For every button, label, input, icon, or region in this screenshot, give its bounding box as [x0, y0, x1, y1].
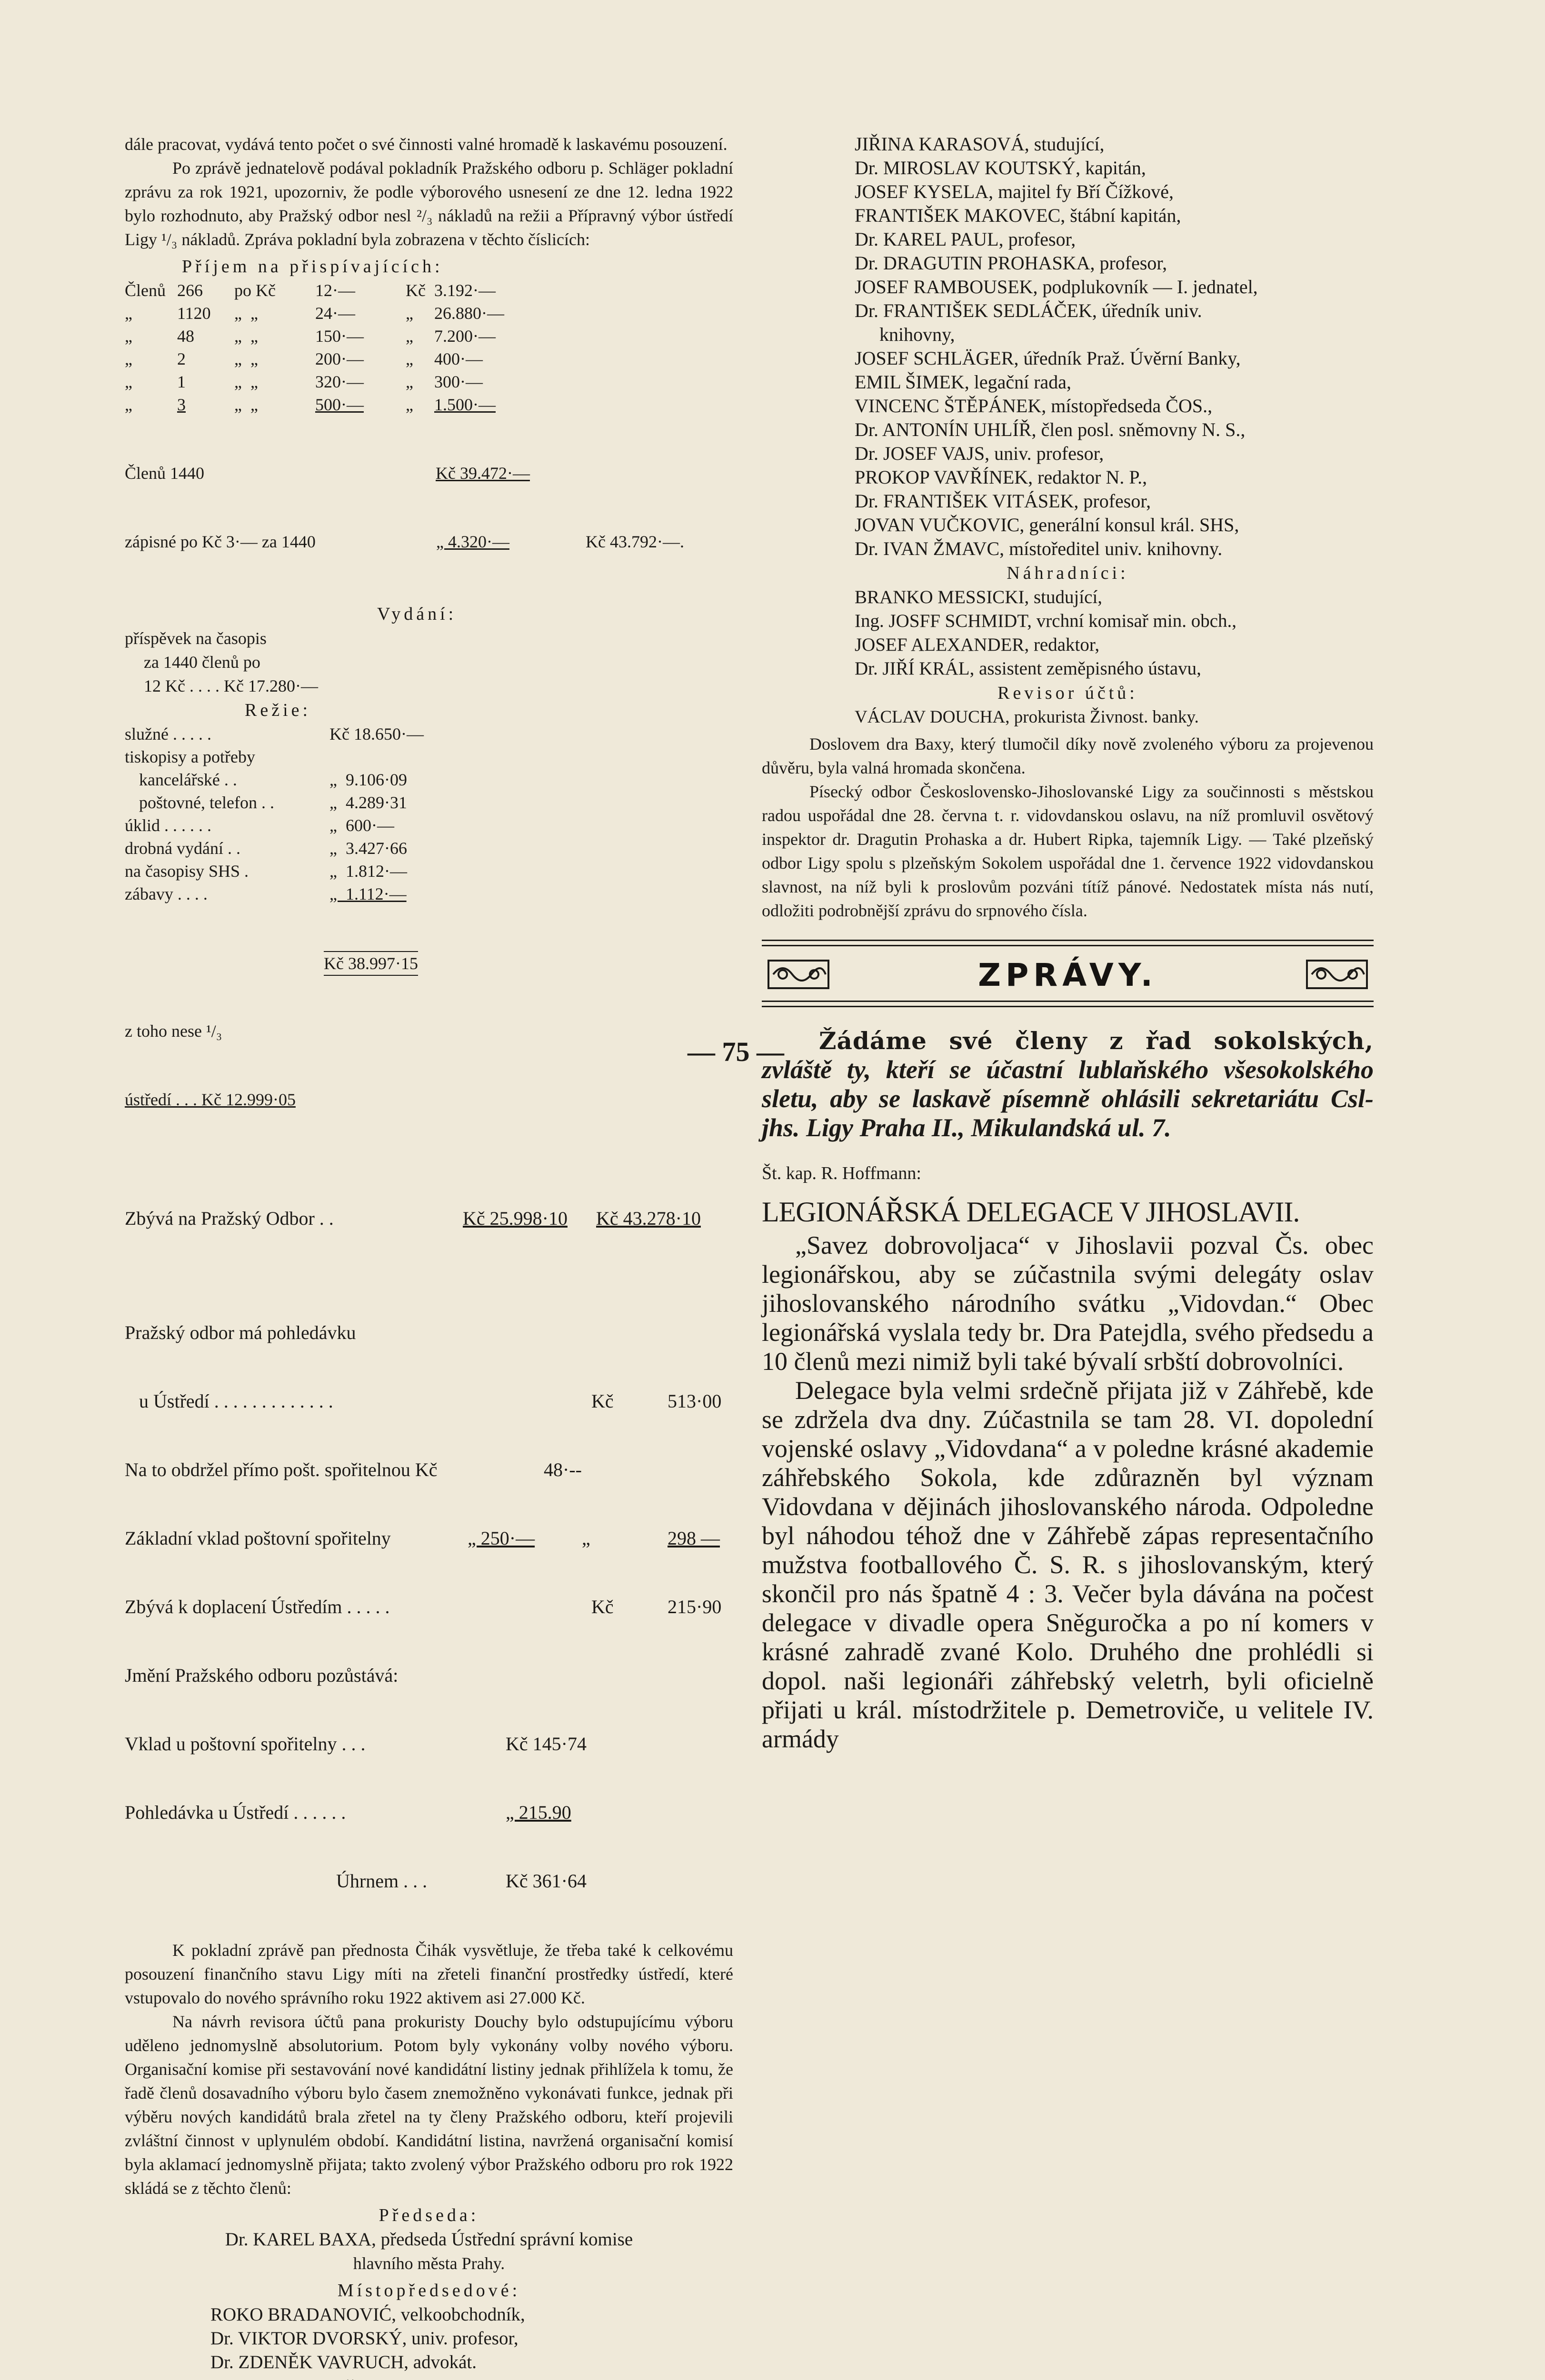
left-column	[125, 132, 733, 2380]
revisor-name: VÁCLAV DOUCHA, prokurista Živnost. banky.	[855, 707, 1199, 727]
page-number: — 75 —	[688, 1036, 784, 1067]
magazine-block	[125, 626, 733, 698]
list-item: Dr. FRANTIŠEK SEDLÁČEK, úředník univ.	[855, 300, 1202, 321]
news-title: ZPRÁVY.	[978, 957, 1157, 993]
list-item: knihovny,	[879, 324, 955, 345]
to-pay-value: 215·90	[668, 1596, 722, 1617]
overhead-row	[125, 860, 733, 883]
income-row	[125, 279, 733, 302]
substitutes-list	[762, 585, 1374, 681]
list-item: Dr. ZDENĚK VAVRUCH, advokát.	[210, 2352, 477, 2372]
income-table	[125, 279, 733, 416]
article-paragraph: Delegace byla velmi srdečně přijata již v Záhřebě, kde se zdržela dva dny. Zúčastnila se tam 28. VI. dopolední vojenské oslavy „Vidovdana“ a v poledne krásné akademie záhřebského Sokola, kde zdůrazněn byl význam Vidovdana v dějinách jihoslovanského národa. Odpoledne byl náhodou téhož dne v Záhřebě zápas representačního mužstva footballového Č. S. R. s jihoslovanským, který skončil pro nás špatně 4 : 3. Večer byla dávána na počest delegace v divadle opera Sněguročka a po ní komers v krásné zahradě zvané Kolo. Druhého dne prohlédli si dopol. naši legionáři záhřebský veletrh, byli oficielně přijati u král. místodržitele p. Demetroviče, u velitele IV. armády	[762, 1376, 1374, 1753]
members-total-label: Členů 1440	[125, 464, 204, 483]
income-cell: „ „	[234, 327, 258, 346]
assets-heading: Jmění Pražského odboru pozůstává:	[125, 1665, 399, 1686]
income-row	[125, 302, 733, 325]
list-item: Ing. JOSFF SCHMIDT, vrchní komisař min. obch.,	[855, 611, 1237, 631]
list-item: Dr. FRANTIŠEK VITÁSEK, profesor,	[855, 490, 1151, 512]
claims-line: u Ústředí . . . . . . . . . . . . .	[139, 1390, 333, 1412]
list-item: JOSEF KYSELA, majitel fy Bří Čížkové,	[855, 181, 1174, 202]
overhead-value: „ 600·—	[329, 816, 394, 835]
income-heading: Příjem na přispívajících:	[182, 257, 443, 277]
list-item: JOVAN VUČKOVIC, generální konsul král. SHS,	[855, 514, 1239, 536]
list-item: JIŘINA KARASOVÁ, studující,	[855, 133, 1105, 155]
income-sum: Kč 43.792·—.	[586, 532, 684, 551]
vice-heading: Místopředsedové:	[337, 2281, 521, 2301]
income-cell: „	[125, 372, 132, 391]
remaining-value: Kč 25.998·10	[463, 1208, 568, 1229]
deposit-value: „ 250·—	[468, 1527, 535, 1549]
claims-line: Pražský odbor má pohledávku	[125, 1322, 356, 1343]
income-cell: „	[406, 372, 413, 391]
income-cell: Kč	[406, 281, 426, 300]
overhead-row	[125, 723, 733, 745]
overhead-value: „ 9.106·09	[329, 770, 407, 789]
assets-value: „ 215.90	[506, 1802, 571, 1823]
double-rule	[762, 945, 1374, 946]
article-paragraph: „Savez dobrovoljaca“ v Jihoslavii pozval Čs. obec legionářskou, aby se zúčastnila svými delegáty oslav jihoslovanského národního svátku „Vidovdan.“ Obec legionářská vyslala tedy br. Dra Patejdla, svého předsedu a 10 členů mezi nimiž byli také bývalí srbští dobrovolníci.	[762, 1231, 1374, 1376]
income-cell: „	[125, 349, 132, 368]
income-row	[125, 347, 733, 370]
third-row: ústředí . . . Kč 12.999·05	[125, 1090, 296, 1109]
overhead-row	[125, 768, 733, 791]
income-cell: 266	[177, 281, 203, 300]
income-cell: „	[406, 349, 413, 368]
income-cell: 2	[177, 349, 186, 368]
enrollment-label: zápisné po Kč 3·— za 1440	[125, 532, 316, 551]
list-item: EMIL ŠIMEK, legační rada,	[855, 371, 1072, 393]
income-cell: 7.200·—	[434, 327, 496, 346]
substitutes-heading: Náhradníci:	[1007, 563, 1129, 583]
claims-block	[125, 1276, 733, 1938]
enrollment-value: „ 4.320·—	[436, 532, 509, 551]
list-item: Dr. MIROSLAV KOUTSKÝ, kapitán,	[855, 157, 1146, 178]
third-label: z toho nese ¹/₃	[125, 1021, 222, 1041]
overhead-row	[125, 791, 733, 814]
overhead-summary	[125, 905, 733, 1157]
income-cell: 1120	[177, 304, 211, 323]
news-lead-italic: zvláště ty, kteří se účastní lublaňského všesokolského sletu, aby se laskavě písemně ohlásili sekretariátu Csl-jhs. Ligy Praha II., Mikulandská ul. 7.	[762, 1055, 1374, 1142]
news-header	[762, 940, 1374, 1007]
income-cell: „	[125, 304, 132, 323]
overhead-label: služné . . . . .	[125, 724, 211, 744]
overhead-value: „ 3.427·66	[329, 839, 407, 858]
overhead-row	[125, 745, 733, 768]
claims-currency: Kč	[591, 1390, 614, 1412]
income-cell: 200·—	[315, 349, 364, 368]
overhead-row	[125, 814, 733, 837]
right-column	[762, 132, 1374, 1754]
pisek-paragraph: Písecký odbor Československo-Jihoslovanské Ligy za součinnosti s městskou radou uspořádal dne 28. června t. r. vidovdanskou oslavu, na níž promluvil osvětový inspektor dr. Dragutin Prohaska a dr. Hubert Ripka, tajemník Ligy. — Také plzeňský odbor Ligy spolu s plzeňským Sokolem uspořádal dne 1. července 1922 vidovdanskou slavnost, na níž byli k proslovům pozváni títíž pánové. Nedostatek místa nás nutí, odložiti podrobnější zprávu do srpnového čísla.	[762, 782, 1374, 920]
assets-total-value: Kč 361·64	[506, 1870, 587, 1892]
double-rule	[762, 1001, 1374, 1002]
received-label: Na to obdržel přímo pošt. spořitelnou Kč	[125, 1459, 438, 1480]
list-item: Dr. VIKTOR DVORSKÝ, univ. profesor,	[210, 2328, 518, 2349]
overhead-value: Kč 18.650·—	[329, 724, 424, 744]
deposit-total: 298 —	[668, 1527, 720, 1549]
overhead-label: poštovné, telefon . .	[139, 793, 274, 812]
income-cell: 3.192·—	[434, 281, 496, 300]
list-item: Dr. ANTONÍN UHLÍŘ, člen posl. sněmovny N. S.,	[855, 419, 1246, 440]
chair-heading: Předseda:	[379, 2205, 479, 2225]
list-item: VINCENC ŠTĚPÁNEK, místopředseda ČOS.,	[855, 395, 1213, 416]
members-heading	[125, 2377, 733, 2380]
article-author: Št. kap. R. Hoffmann:	[762, 1163, 921, 1183]
ornament-right-icon	[1306, 960, 1368, 989]
income-cell: 26.880·—	[434, 304, 504, 323]
to-pay-currency: Kč	[591, 1596, 614, 1617]
income-cell: „ „	[234, 349, 258, 368]
income-cell: 1	[177, 372, 186, 391]
claims-value: 513·00	[668, 1390, 722, 1412]
overhead-value: „ 4.289·31	[329, 793, 407, 812]
list-item: BRANKO MESSICKI, studující,	[855, 587, 1103, 607]
treasurer-paragraph: Po zprávě jednatelově podával pokladník Pražského odboru p. Schläger pokladní zprávu za rok 1921, upozorniv, že podle výborového usnesení ze dne 12. ledna 1922 bylo rozhodnuto, aby Pražský odbor nesl ²/₃ nákladů na režii a Přípravný výbor ústředí Ligy ¹/₃ nákladů. Zpráva pokladní byla zobrazena v těchto číslicích:	[125, 159, 733, 249]
list-item: Dr. DRAGUTIN PROHASKA, profesor,	[855, 252, 1167, 274]
members-continued	[762, 132, 1374, 561]
income-row	[125, 393, 733, 416]
income-cell: 1.500·—	[434, 395, 496, 414]
income-cell: po Kč	[234, 281, 276, 300]
overhead-label: úklid . . . . . .	[125, 816, 212, 835]
list-item: ROKO BRADANOVIĆ, velkoobchodník,	[210, 2304, 525, 2325]
income-cell: 320·—	[315, 372, 364, 391]
list-item: Dr. KAREL PAUL, profesor,	[855, 228, 1076, 250]
magazine-line: 12 Kč . . . . Kč 17.280·—	[144, 676, 318, 695]
list-item: JOSEF ALEXANDER, redaktor,	[855, 635, 1100, 655]
overhead-value: „ 1.112·—	[329, 884, 407, 903]
magazine-line: za 1440 členů po	[144, 653, 260, 672]
list-item: FRANTIŠEK MAKOVEC, štábní kapitán,	[855, 205, 1181, 226]
assets-total-label: Úhrnem . . .	[336, 1870, 428, 1892]
income-cell: 24·—	[315, 304, 355, 323]
income-cell: „	[406, 304, 413, 323]
assets-value: Kč 145·74	[506, 1733, 587, 1755]
list-item: JOSEF SCHLÄGER, úředník Praž. Úvěrní Banky,	[855, 347, 1241, 369]
income-row	[125, 370, 733, 393]
income-cell: „ „	[234, 395, 258, 414]
members-total	[125, 416, 733, 599]
income-cell: 150·—	[315, 327, 364, 346]
chair-line: hlavního města Prahy.	[353, 2254, 505, 2273]
chair-line: Dr. KAREL BAXA, předseda Ústřední správní komise	[225, 2229, 633, 2250]
magazine-line: příspěvek na časopis	[125, 629, 267, 648]
news-bar	[762, 948, 1374, 1001]
income-cell: „ „	[234, 372, 258, 391]
news-lead	[762, 1026, 1374, 1142]
explanation-paragraph: K pokladní zprávě pan přednosta Čihák vysvětluje, že třeba také k celkovému posouzení finančního stavu Ligy míti na zřeteli finanční prostředky ústředí, které vstupovalo do nového správního roku 1922 aktivem asi 27.000 Kč.	[125, 1941, 733, 2007]
income-cell: 12·—	[315, 281, 355, 300]
news-lead-bold: Žádáme své členy z řad sokolských,	[819, 1027, 1374, 1055]
overhead-table	[125, 723, 733, 905]
overhead-heading: Režie:	[245, 700, 311, 720]
assets-label: Vklad u poštovní spořitelny . . .	[125, 1733, 366, 1755]
received-value: 48·--	[544, 1459, 582, 1480]
remaining-label: Zbývá na Pražský Odbor . .	[125, 1208, 334, 1229]
income-cell: „	[406, 395, 413, 414]
intro-paragraph: dále pracovat, vydává tento počet o své činnosti valné hromadě k laskavému posouzení.	[125, 135, 728, 154]
list-item: Dr. JOSEF VAJS, univ. profesor,	[855, 443, 1104, 464]
list-item: PROKOP VAVŘÍNEK, redaktor N. P.,	[855, 466, 1147, 488]
list-item: JOSEF RAMBOUSEK, podplukovník — I. jednatel,	[855, 276, 1258, 298]
overhead-label: zábavy . . . .	[125, 884, 208, 903]
overhead-row	[125, 883, 733, 905]
expense-heading: Vydání:	[377, 604, 457, 624]
article-title: LEGIONÁŘSKÁ DELEGACE V JIHOSLAVII.	[762, 1196, 1300, 1228]
double-rule	[762, 940, 1374, 941]
revisor-heading: Revisor účtů:	[997, 683, 1138, 703]
income-cell: „	[125, 327, 132, 346]
overhead-label: kancelářské . .	[139, 770, 237, 789]
remaining-total: Kč 43.278·10	[596, 1208, 701, 1229]
income-cell: 300·—	[434, 372, 483, 391]
assets-label: Pohledávka u Ústředí . . . . . .	[125, 1802, 346, 1823]
election-paragraph: Na návrh revisora účtů pana prokuristy Douchy bylo odstupujícímu výboru uděleno jednomyslně absolutorium. Potom byly vykonány volby nového výboru. Organisační komise při sestavování nové kandidátní listiny jednak přihlížela k tomu, že řadě členů dosavadního výboru bylo časem znemožněno vykonávati funkce, jednak při výběru nových kandidátů brala zřetel na ty členy Pražského odboru, kteří projevili zvláštní činnost v uplynulém období. Kandidátní listina, navržená organisační komisí byla aklamací jednomyslně přijata; takto zvolený výbor Pražského odboru pro rok 1922 skládá se z těchto členů:	[125, 2012, 733, 2198]
income-cell: Členů	[125, 281, 166, 300]
income-cell: „ „	[234, 304, 258, 323]
income-cell: 48	[177, 327, 194, 346]
deposit-mark: „	[582, 1527, 590, 1549]
income-row	[125, 325, 733, 347]
income-cell: „	[406, 327, 413, 346]
remaining-row	[125, 1161, 733, 1276]
overhead-total: Kč 38.997·15	[324, 951, 418, 976]
closing-paragraph: Doslovem dra Baxy, který tlumočil díky nově zvoleného výboru za projevenou důvěru, byla valná hromada skončena.	[762, 734, 1374, 777]
deposit-label: Základní vklad poštovní spořitelny	[125, 1527, 391, 1549]
overhead-row	[125, 837, 733, 860]
overhead-label: na časopisy SHS .	[125, 862, 249, 881]
overhead-label: drobná vydání . .	[125, 839, 240, 858]
list-item: Dr. JIŘÍ KRÁL, assistent zeměpisného ústavu,	[855, 658, 1201, 679]
list-item: Dr. IVAN ŽMAVC, místoředitel univ. knihovny.	[855, 538, 1223, 559]
income-cell: 500·—	[315, 395, 364, 414]
income-cell: 3	[177, 395, 186, 414]
to-pay-label: Zbývá k doplacení Ústředím . . . . .	[125, 1596, 390, 1617]
vice-list	[125, 2303, 733, 2374]
income-cell: 400·—	[434, 349, 483, 368]
income-cell: „	[125, 395, 132, 414]
members-total-value: Kč 39.472·—	[436, 464, 530, 483]
overhead-label: tiskopisy a potřeby	[125, 747, 255, 766]
overhead-value: „ 1.812·—	[329, 862, 407, 881]
double-rule	[762, 1006, 1374, 1007]
